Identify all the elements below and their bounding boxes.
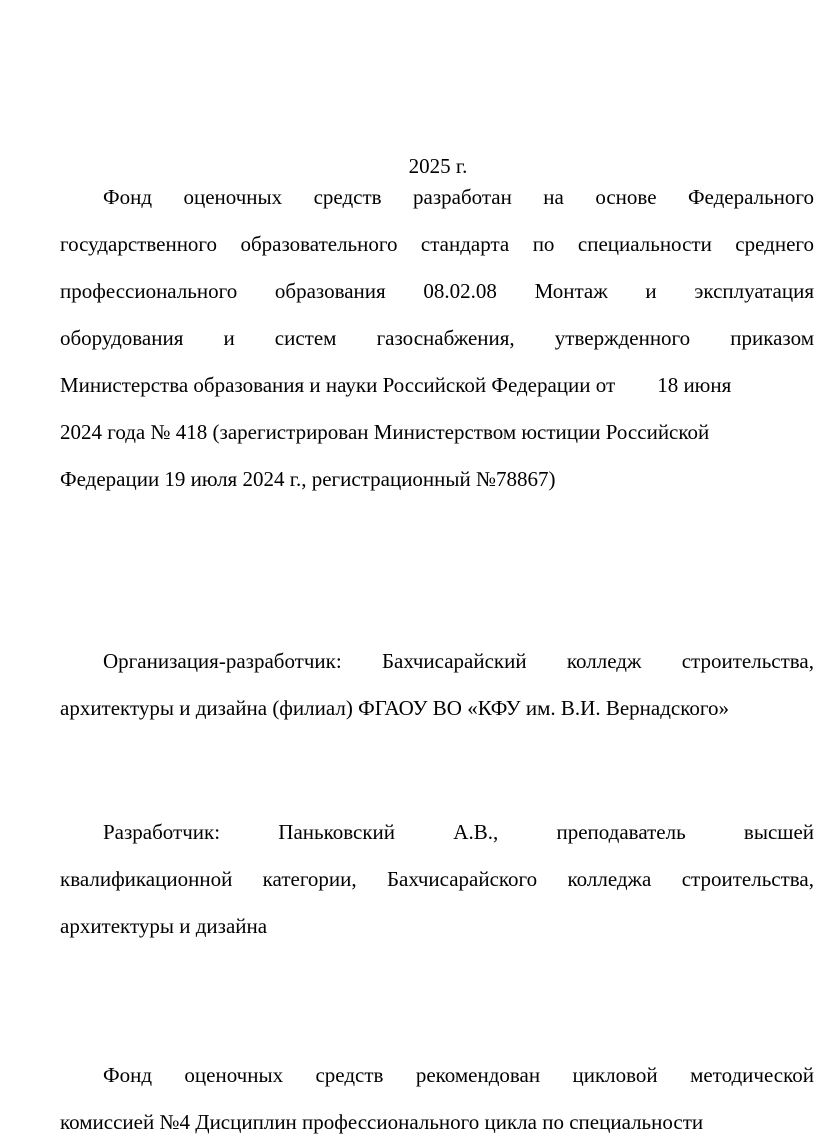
paragraph-line: [60, 362, 814, 409]
developer-paragraph: [60, 809, 814, 950]
paragraph-line: государственного образовательного стандарта по специальности среднего: [60, 232, 814, 256]
paragraph-line: комиссией №4 Дисциплин профессионального цикла по специальности: [60, 1110, 704, 1134]
paragraph-line: Разработчик: Паньковский А.В., преподаватель высшей: [103, 820, 814, 844]
paragraph-line: Федерации 19 июля 2024 г., регистрационный №78867): [60, 467, 556, 491]
paragraph-line: архитектуры и дизайна: [60, 914, 268, 938]
paragraph-line: Фонд оценочных средств рекомендован цикловой методической: [103, 1063, 814, 1087]
paragraph-line: профессионального образования 08.02.08 Монтаж и эксплуатация: [60, 279, 814, 303]
paragraph-line: Организация-разработчик: Бахчисарайский колледж строительства,: [103, 649, 814, 673]
paragraph-line: квалификационной категории, Бахчисарайского колледжа строительства,: [60, 867, 814, 891]
organization-paragraph: [60, 638, 814, 732]
paragraph-line: 2024 года № 418 (зарегистрирован Министерством юстиции Российской: [60, 420, 710, 444]
paragraph-line: Фонд оценочных средств разработан на основе Федерального: [103, 185, 814, 209]
basis-paragraph: [60, 174, 814, 503]
paragraph-line-part: 18 июня: [657, 373, 732, 397]
paragraph-line: оборудования и систем газоснабжения, утвержденного приказом: [60, 326, 814, 350]
paragraph-line: архитектуры и дизайна (филиал) ФГАОУ ВО «КФУ им. В.И. Вернадского»: [60, 696, 729, 720]
recommendation-paragraph: [60, 1052, 814, 1146]
paragraph-line-part: Министерства образования и науки Российской Федерации от: [60, 373, 616, 397]
document-year: 2025 г.: [408, 154, 468, 178]
